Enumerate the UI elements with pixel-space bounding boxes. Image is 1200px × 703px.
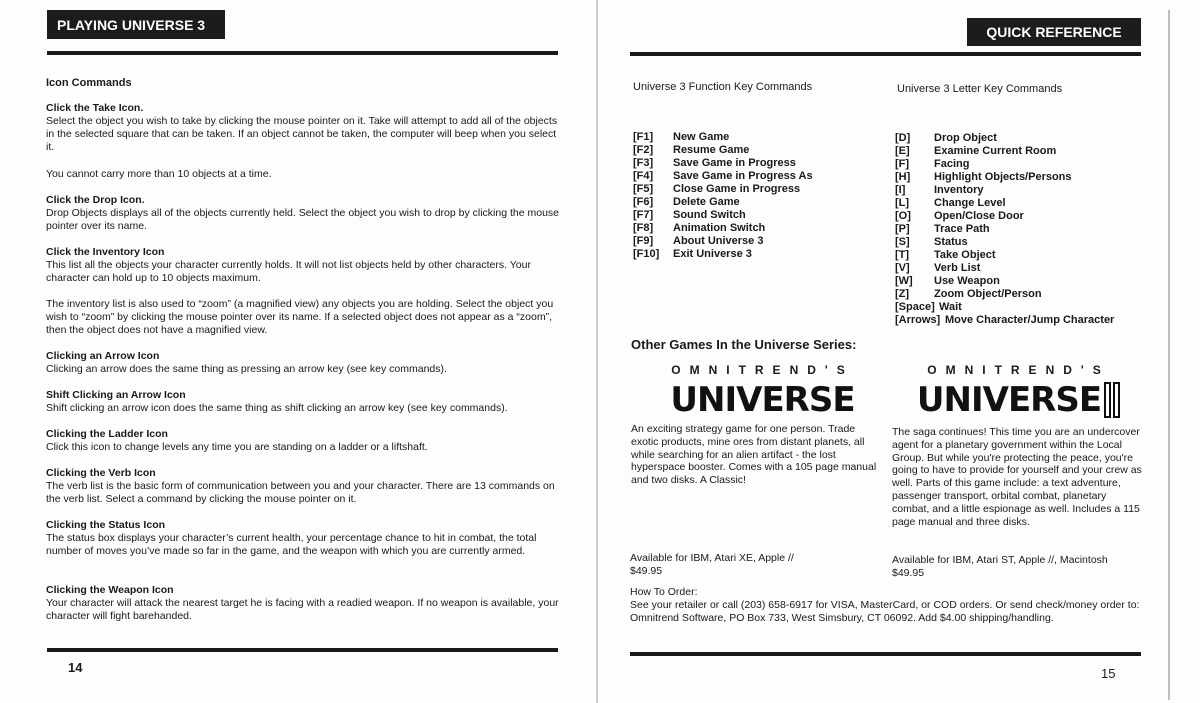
section-text: Drop Objects displays all of the objects currently held. Select the object you wish to drop by clicking the mouse pointer over its name. [46,207,560,232]
key-command: Wait [939,301,962,313]
universe-2-description: The saga continues! This time you are an undercover agent for a planetary government within the Local Group. But while you're protecting the peace, you're going to have to provide for yourself and your crew as well. Parts of this game include: a text adventure, passenger transport, orbital combat, planetary combat, and a little espionage as well. Includes a 115 page manual and three disks. [892,426,1142,528]
take-icon-section [46,102,562,154]
key-code: [Space] [895,301,935,313]
key-command: Facing [934,158,970,170]
key-command: Use Weapon [934,275,1000,287]
key-row [633,196,813,209]
function-keys-title: Universe 3 Function Key Commands [633,81,813,93]
section-text: Click this icon to change levels any time you are standing on a ladder or a liftshaft. [46,441,428,453]
page-number: 15 [1101,666,1116,681]
key-row [633,209,813,222]
key-command: Resume Game [673,144,750,156]
key-row [633,248,813,261]
key-code: [E] [895,145,910,157]
section-text: Clicking an arrow does the same thing as pressing an arrow key (see key commands). [46,363,447,375]
page-number: 14 [68,660,83,675]
key-command: About Universe 3 [673,235,764,247]
key-command: Drop Object [934,132,997,144]
top-rule [47,51,558,55]
key-row [895,288,1114,301]
key-row [895,132,1114,145]
key-command: Close Game in Progress [673,183,801,195]
top-rule [630,52,1141,56]
ladder-icon-section [46,428,562,454]
section-text: This list all the objects your character currently holds. It will not list objects held by other characters. Your character can hold up to 10 objects maximum. [46,259,531,284]
key-code: [H] [895,171,911,183]
key-command: Save Game in Progress [673,157,796,169]
right-page [600,0,1200,703]
key-row [895,171,1114,184]
brand-name: OMNITREND'S [927,363,1110,377]
universe-2-availability [892,554,1108,580]
key-command: Highlight Objects/Persons [934,171,1072,183]
universe-1-ad [640,363,885,419]
key-row [895,210,1114,223]
key-row [895,275,1114,288]
key-code: [Arrows] [895,314,941,326]
universe-2-ad [896,363,1141,419]
icon-commands-title: Icon Commands [46,77,132,89]
page-edge [1168,10,1170,700]
letter-key-list [895,132,1114,327]
key-command: Animation Switch [673,222,766,234]
key-row [633,222,813,235]
key-code: [F3] [633,157,654,169]
key-command: Exit Universe 3 [673,248,752,260]
key-row [633,183,813,196]
universe-ii-logo [896,381,1141,419]
key-row [895,262,1114,275]
key-command: Delete Game [673,196,740,208]
universe-1-description: An exciting strategy game for one person. Trade exotic products, mine ores from distant planets, all while searching for an alien artifact - the lost hyperspace booster. Comes with a 105 page manual and two disks. A Classic! [631,423,877,487]
key-code: [T] [895,249,910,261]
key-code: [F10] [633,248,660,260]
carry-limit-note [46,168,562,181]
section-heading: Click the Take Icon. [46,102,144,114]
key-command: Examine Current Room [934,145,1057,157]
status-icon-section [46,519,562,558]
universe-1-availability [630,552,794,578]
key-row [633,170,813,183]
logo-wordmark: UNIVERSE [670,380,855,420]
key-code: [O] [895,210,911,222]
key-code: [I] [895,184,906,196]
key-row [895,314,1114,327]
key-command: Move Character/Jump Character [945,314,1115,326]
section-heading: Clicking the Weapon Icon [46,584,174,596]
brand-name: OMNITREND'S [671,363,854,377]
roman-two-icon [1104,382,1120,418]
drop-icon-section [46,194,562,233]
key-row [633,131,813,144]
key-code: [F] [895,158,910,170]
weapon-icon-section [46,584,562,623]
key-row [895,184,1114,197]
section-heading: Clicking the Ladder Icon [46,428,168,440]
availability-text: Available for IBM, Atari XE, Apple // [630,552,794,564]
key-command: Verb List [934,262,981,274]
key-command: Sound Switch [673,209,746,221]
how-to-order [630,586,1150,625]
section-header: QUICK REFERENCE [967,18,1141,46]
left-page [0,0,597,703]
inventory-zoom-note [46,298,562,337]
key-code: [F7] [633,209,654,221]
bottom-rule [630,652,1141,656]
section-heading: Click the Inventory Icon [46,246,165,258]
section-text: The verb list is the basic form of communication between you and your character. There are 13 commands on the verb list. Select a command by clicking the mouse pointer on it. [46,480,555,505]
section-heading: Clicking the Status Icon [46,519,166,531]
section-text: The inventory list is also used to “zoom” (a magnified view) any objects you are holding. Select the object you wish to “zoom” by clicking the mouse pointer over its name. If a selected object does not appear as a “zoom”, then the object does not have a magnified view. [46,298,554,336]
section-heading: Clicking an Arrow Icon [46,350,160,362]
key-code: [Z] [895,288,910,300]
availability-text: Available for IBM, Atari ST, Apple //, Macintosh [892,554,1108,566]
key-row [633,144,813,157]
inventory-icon-section [46,246,562,285]
section-text: The status box displays your character’s current health, your percentage chance to hit in combat, the total number of moves you’ve made so far in the game, and the weapon with which you are currently armed. [46,532,537,557]
key-code: [S] [895,236,910,248]
order-text: See your retailer or call (203) 658-6917 for VISA, MasterCard, or COD orders. Or send check/money order to: Omnitrend Software, PO Box 733, West Simsbury, CT 06092. Add $4.00 shipping/handling. [630,599,1140,624]
key-row [895,301,1114,314]
section-heading: Clicking the Verb Icon [46,467,156,479]
key-code: [W] [895,275,913,287]
key-code: [F8] [633,222,654,234]
price: $49.95 [892,567,925,579]
key-code: [F6] [633,196,654,208]
shift-arrow-icon-section [46,389,562,415]
key-command: Take Object [934,249,996,261]
section-text: You cannot carry more than 10 objects at a time. [46,168,272,180]
letter-keys-title: Universe 3 Letter Key Commands [897,83,1063,95]
key-command: Open/Close Door [934,210,1024,222]
key-code: [F4] [633,170,654,182]
key-code: [F9] [633,235,654,247]
key-code: [V] [895,262,910,274]
key-command: New Game [673,131,730,143]
key-row [895,158,1114,171]
key-row [895,236,1114,249]
key-row [895,197,1114,210]
arrow-icon-section [46,350,562,376]
key-code: [L] [895,197,910,209]
bottom-rule [47,648,558,652]
key-command: Trace Path [934,223,990,235]
section-heading: Click the Drop Icon. [46,194,145,206]
section-heading: Shift Clicking an Arrow Icon [46,389,186,401]
section-text: Select the object you wish to take by clicking the mouse pointer on it. Take will attempt to add all of the objects in the selected square that can be taken. If an object cannot be taken, the computer will beep when you select it. [46,115,558,153]
key-command: Inventory [934,184,984,196]
key-code: [F5] [633,183,654,195]
logo-wordmark: UNIVERSE [916,380,1102,420]
section-text: Your character will attack the nearest target he is facing with a readied weapon. If no weapon is available, your character will fight barehanded. [46,597,559,622]
other-games-title: Other Games In the Universe Series: [631,337,857,352]
key-code: [F1] [633,131,654,143]
key-row [895,145,1114,158]
verb-icon-section [46,467,562,506]
key-command: Change Level [934,197,1006,209]
key-row [895,223,1114,236]
function-key-list [633,131,813,261]
price: $49.95 [630,565,663,577]
key-row [633,235,813,248]
key-code: [D] [895,132,911,144]
section-header: PLAYING UNIVERSE 3 [47,10,225,39]
key-row [633,157,813,170]
key-command: Zoom Object/Person [934,288,1042,300]
key-row [895,249,1114,262]
universe-logo [640,381,885,419]
key-code: [P] [895,223,910,235]
key-command: Save Game in Progress As [673,170,813,182]
key-code: [F2] [633,144,654,156]
section-text: Shift clicking an arrow icon does the same thing as shift clicking an arrow key (see key commands). [46,402,508,414]
key-command: Status [934,236,968,248]
order-title: How To Order: [630,586,698,598]
book-spine [596,0,598,703]
